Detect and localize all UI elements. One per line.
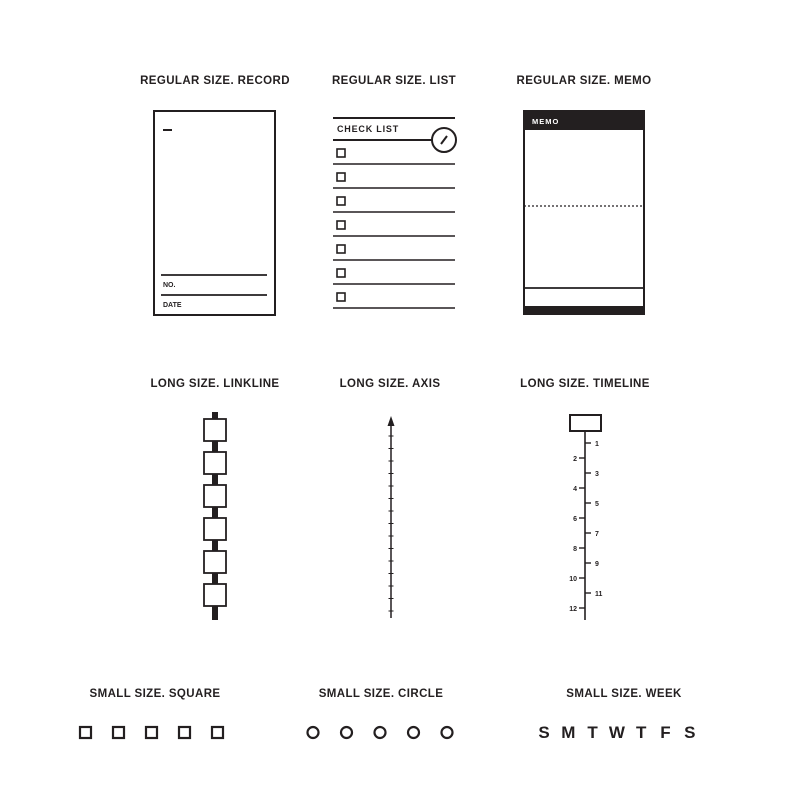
list-checkbox bbox=[337, 173, 345, 181]
list-checkbox bbox=[337, 149, 345, 157]
list-checkbox bbox=[337, 269, 345, 277]
timeline-number-left: 4 bbox=[573, 486, 577, 493]
timeline-number-right: 5 bbox=[595, 501, 599, 508]
timeline-number-right: 1 bbox=[595, 441, 599, 448]
list-checkbox bbox=[337, 221, 345, 229]
linkline-box bbox=[204, 551, 226, 573]
timeline-number-right: 9 bbox=[595, 561, 599, 568]
timeline-header-box bbox=[570, 415, 601, 431]
label-small-week: SMALL SIZE. WEEK bbox=[566, 688, 682, 700]
week-day-letter: M bbox=[561, 723, 576, 742]
small-circles bbox=[308, 727, 453, 738]
small-circle bbox=[375, 727, 386, 738]
small-square bbox=[146, 727, 157, 738]
timeline-number-right: 11 bbox=[595, 591, 603, 598]
week-stamp bbox=[530, 718, 720, 746]
timeline-number-left: 6 bbox=[573, 516, 577, 523]
small-square bbox=[80, 727, 91, 738]
small-square bbox=[212, 727, 223, 738]
linkline-box bbox=[204, 419, 226, 441]
timeline-number-left: 10 bbox=[569, 576, 577, 583]
week-days bbox=[538, 723, 695, 742]
small-circle bbox=[308, 727, 319, 738]
label-small-circle: SMALL SIZE. CIRCLE bbox=[318, 688, 444, 700]
label-small-square: SMALL SIZE. SQUARE bbox=[89, 688, 221, 700]
list-rows bbox=[333, 149, 455, 308]
label-regular-list: REGULAR SIZE. LIST bbox=[331, 75, 457, 87]
week-day-letter: F bbox=[660, 723, 671, 742]
axis-stamp bbox=[380, 410, 402, 625]
square-stamp bbox=[72, 720, 237, 744]
list-checkbox bbox=[337, 197, 345, 205]
linkline-box bbox=[204, 518, 226, 540]
small-circle bbox=[442, 727, 453, 738]
linkline-box bbox=[204, 485, 226, 507]
list-title: CHECK LIST bbox=[337, 124, 399, 134]
timeline-number-right: 3 bbox=[595, 471, 599, 478]
memo-stamp bbox=[520, 108, 650, 318]
week-day-letter: T bbox=[636, 723, 647, 742]
timeline-number-left: 2 bbox=[573, 456, 577, 463]
small-circle bbox=[408, 727, 419, 738]
small-square bbox=[113, 727, 124, 738]
linkline-stamp bbox=[195, 410, 235, 625]
record-stamp bbox=[150, 108, 280, 318]
timeline-number-left: 8 bbox=[573, 546, 577, 553]
week-day-letter: S bbox=[538, 723, 550, 742]
record-no-label: NO. bbox=[163, 282, 176, 289]
list-stamp bbox=[330, 112, 460, 312]
memo-header-label: MEMO bbox=[532, 117, 560, 126]
list-checkbox bbox=[337, 245, 345, 253]
small-square bbox=[179, 727, 190, 738]
linkline-box bbox=[204, 584, 226, 606]
linkline-box bbox=[204, 452, 226, 474]
label-regular-record: REGULAR SIZE. RECORD bbox=[140, 75, 290, 87]
small-circle bbox=[341, 727, 352, 738]
record-date-label: DATE bbox=[163, 302, 182, 309]
week-day-letter: T bbox=[587, 723, 598, 742]
label-long-axis: LONG SIZE. AXIS bbox=[339, 378, 441, 390]
week-day-letter: W bbox=[608, 723, 625, 742]
circle-stamp bbox=[300, 720, 465, 744]
week-day-letter: S bbox=[684, 723, 696, 742]
list-checkbox bbox=[337, 293, 345, 301]
label-long-linkline: LONG SIZE. LINKLINE bbox=[150, 378, 280, 390]
small-squares bbox=[80, 727, 223, 738]
timeline-stamp bbox=[560, 410, 610, 625]
memo-frame bbox=[524, 111, 644, 314]
timeline-number-left: 12 bbox=[569, 606, 577, 613]
label-long-timeline: LONG SIZE. TIMELINE bbox=[520, 378, 650, 390]
timeline-marks bbox=[569, 441, 602, 613]
timeline-number-right: 7 bbox=[595, 531, 599, 538]
label-regular-memo: REGULAR SIZE. MEMO bbox=[516, 75, 652, 87]
memo-footer-bar bbox=[524, 306, 644, 314]
